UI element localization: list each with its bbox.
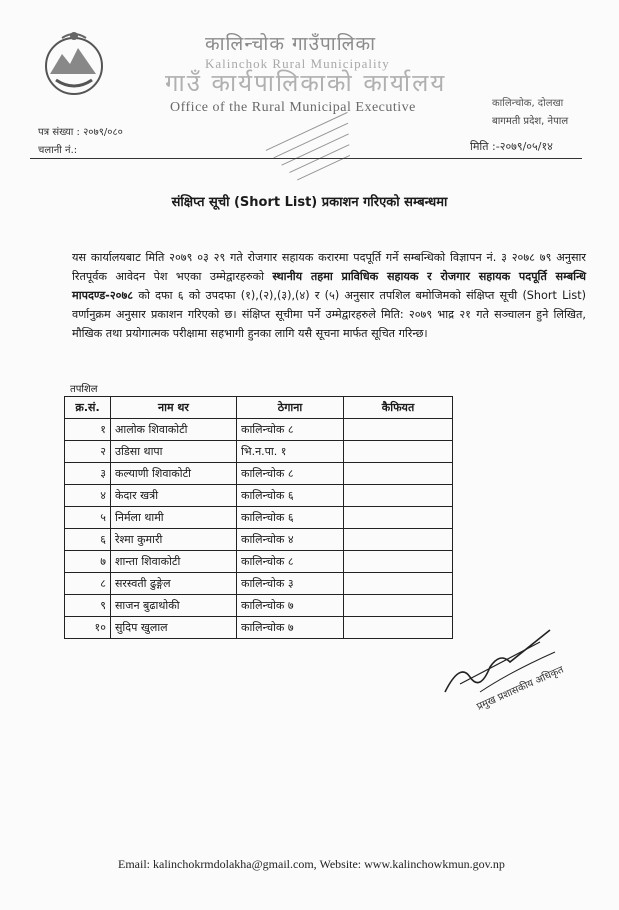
notice-text-2: को दफा ६ को उपदफा (१),(२),(३),(४) र (५) अनुसार तपशिल बमोजिमको संक्षिप्त सूची (Short List) वर्णानुक्रम अनुसार प्रकाशन गरिएको छ। संक्षिप्त सूचीमा पर्ने उम्मेद्वारहरुले मिति: २०७९ भाद्र २१ गते सञ्चालन हुने लिखित, मौखिक तथा प्रयोगात्मक परीक्षामा सहभागी हुनका लागि यसै सूचना मार्फत सूचित गरिन्छ। [72,289,586,340]
table-header-row [65,397,453,419]
cell-name: निर्मला थामी [111,507,237,529]
header-name: नाम थर [111,397,237,419]
cell-address: कालिन्चोक ८ [237,419,344,441]
table-row [65,595,453,617]
cell-name: उडिसा थापा [111,441,237,463]
cell-address: कालिन्चोक ७ [237,617,344,639]
table-row [65,485,453,507]
nepal-emblem-logo [40,28,108,100]
table-row [65,441,453,463]
table-row [65,507,453,529]
cell-serial: ९ [65,595,111,617]
cell-remarks [344,617,453,639]
table-row [65,551,453,573]
cell-name: रेश्मा कुमारी [111,529,237,551]
cell-address: भि.न.पा. १ [237,441,344,463]
header-address: ठेगाना [237,397,344,419]
cell-serial: ७ [65,551,111,573]
footer-contact: Email: kalinchokrmdolakha@gmail.com, Website: www.kalinchowkmun.gov.np [118,857,505,871]
cell-address: कालिन्चोक ८ [237,551,344,573]
office-name-np: गाउँ कार्यपालिकाको कार्यालय [165,69,447,97]
cell-remarks [344,419,453,441]
signatory-title: प्रमुख प्रशासकीय अधिकृत [475,664,566,713]
cell-address: कालिन्चोक ३ [237,573,344,595]
cell-serial: १ [65,419,111,441]
cell-remarks [344,507,453,529]
cell-serial: २ [65,441,111,463]
cell-name: केदार खत्री [111,485,237,507]
table-row [65,617,453,639]
cell-remarks [344,485,453,507]
table-row [65,529,453,551]
letter-number: पत्र संख्या : २०७९/०८० [38,127,123,138]
cell-name: आलोक शिवाकोटी [111,419,237,441]
notice-text-bold: स्थानीय तहमा प्राविधिक सहायक र रोजगार सहायक पदपूर्ति सम्बन्धि मापदण्ड-२०७८ [72,270,586,302]
cell-name: शान्ता शिवाकोटी [111,551,237,573]
location-line-1: कालिन्चोक, दोलखा [492,98,564,109]
header-serial: क्र.सं. [65,397,111,419]
table-row [65,573,453,595]
cell-remarks [344,529,453,551]
cell-serial: १० [65,617,111,639]
cell-name: सुदिप खुलाल [111,617,237,639]
office-stamp [258,100,368,190]
cell-remarks [344,441,453,463]
cell-address: कालिन्चोक ७ [237,595,344,617]
shortlist-table [64,396,453,639]
cell-remarks [344,573,453,595]
subject-heading: संक्षिप्त सूची (Short List) प्रकाशन गरिएको सम्बन्धमा [171,195,448,210]
table-row [65,463,453,485]
cell-name: साजन बुढाथोकी [111,595,237,617]
municipality-name-np: कालिन्चोक गाउँपालिका [205,33,377,55]
cell-address: कालिन्चोक ६ [237,507,344,529]
cell-serial: ३ [65,463,111,485]
cell-remarks [344,551,453,573]
cell-serial: ४ [65,485,111,507]
cell-address: कालिन्चोक ६ [237,485,344,507]
cell-remarks [344,463,453,485]
cell-serial: ८ [65,573,111,595]
dispatch-number: चलानी नं.: [38,145,78,156]
cell-remarks [344,595,453,617]
notice-body [72,248,586,343]
cell-address: कालिन्चोक ४ [237,529,344,551]
cell-serial: ६ [65,529,111,551]
notice-text-1: यस कार्यालयबाट मिति २०७९ ०३ २९ गते रोजगार सहायक करारमा पदपूर्ति गर्ने सम्बन्धिको विज्ञापन नं. ३ २०७८ ७९ अनुसार रितपूर्वक आवेदन पेश भएका उम्मेद्वारहरुको [72,251,586,283]
cell-name: कल्याणी शिवाकोटी [111,463,237,485]
cell-serial: ५ [65,507,111,529]
header-divider [30,158,582,159]
cell-address: कालिन्चोक ८ [237,463,344,485]
location-line-2: बागमती प्रदेश, नेपाल [492,116,569,127]
table-caption: तपशिल [70,384,98,395]
cell-name: सरस्वती ढुङ्गेल [111,573,237,595]
letter-date: मिति :-२०७९/०५/१४ [470,140,553,153]
office-name-en: Office of the Rural Municipal Executive [170,100,416,115]
header-remarks: कैफियत [344,397,453,419]
table-row [65,419,453,441]
municipality-name-en: Kalinchok Rural Municipality [205,56,390,71]
